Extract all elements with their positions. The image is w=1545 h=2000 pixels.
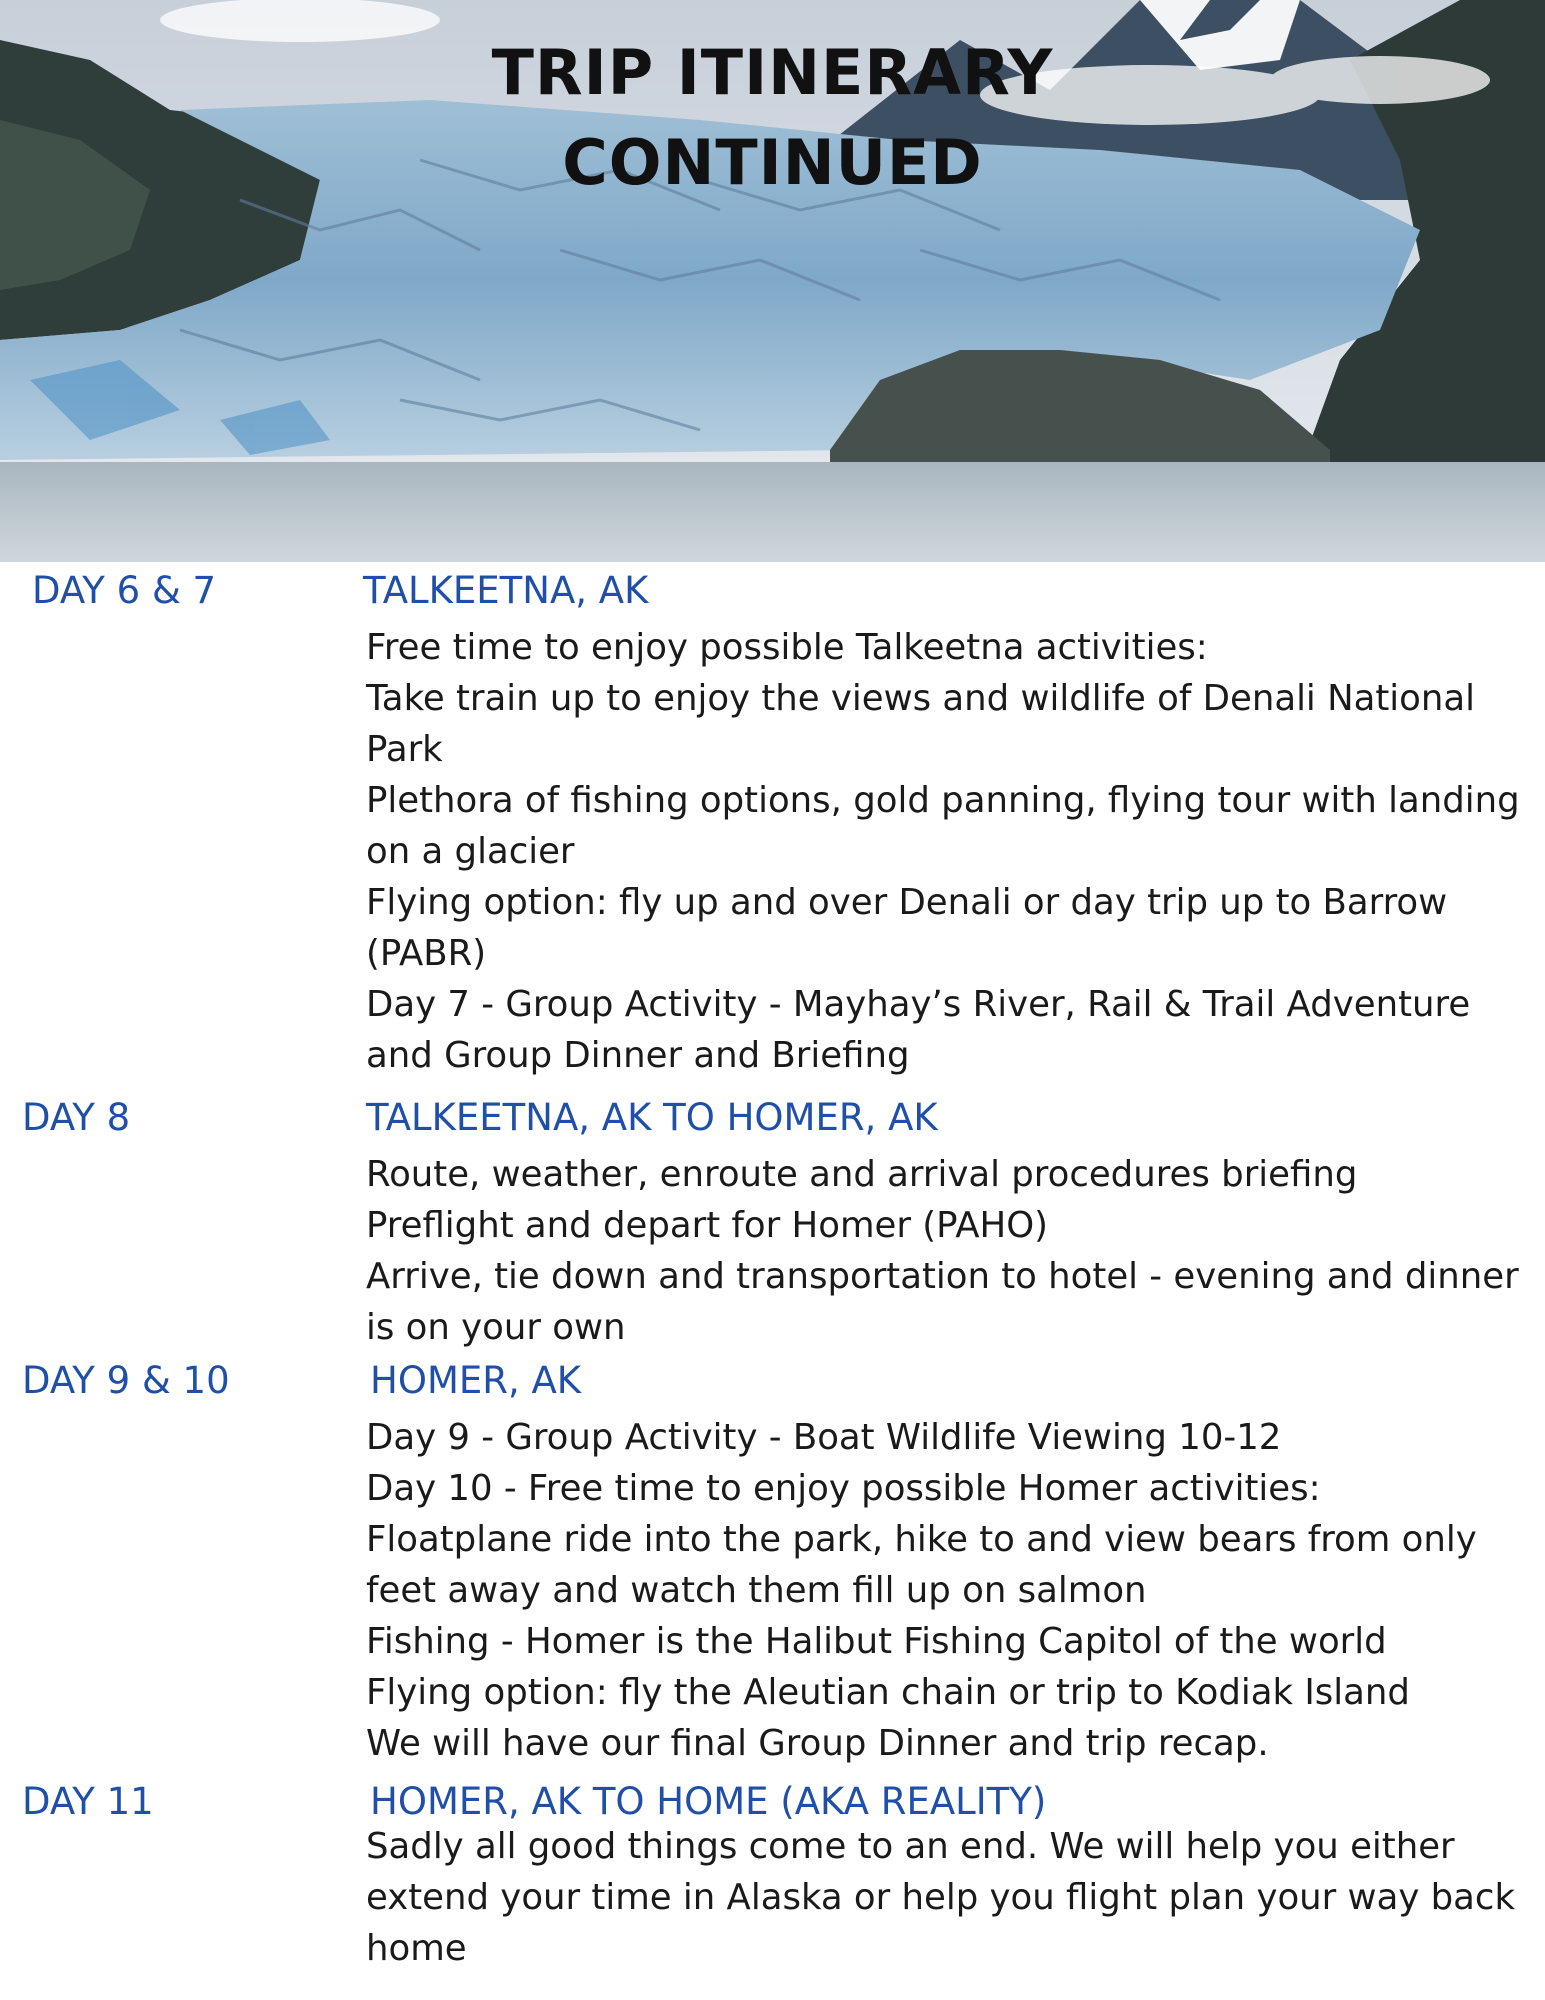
title-line-1: TRIP ITINERARY	[491, 36, 1054, 109]
location-heading: HOMER, AK	[370, 1359, 582, 1402]
description-line: Flying option: fly the Aleutian chain or trip to Kodiak Island	[366, 1672, 1410, 1713]
description-line: Route, weather, enroute and arrival procedures briefing	[366, 1154, 1358, 1195]
description-line: Sadly all good things come to an end. We will help you either extend your time in Alaska or help you flight plan your way back home	[366, 1826, 1516, 1969]
day-description	[366, 1821, 1526, 1974]
description-line: Floatplane ride into the park, hike to and view bears from only feet away and watch them fill up on salmon	[366, 1519, 1477, 1611]
day-label: DAY 9 & 10	[22, 1359, 230, 1402]
description-line: Free time to enjoy possible Talkeetna activities:	[366, 627, 1208, 668]
description-line: Take train up to enjoy the views and wildlife of Denali National Park	[366, 678, 1476, 770]
page-title	[0, 28, 1545, 208]
description-line: Arrive, tie down and transportation to hotel - evening and dinner is on your own	[366, 1256, 1519, 1348]
day-description	[366, 1149, 1526, 1353]
day-label: DAY 8	[22, 1096, 131, 1139]
description-line: Plethora of fishing options, gold panning, flying tour with landing on a glacier	[366, 780, 1520, 872]
description-line: Day 9 - Group Activity - Boat Wildlife Viewing 10-12	[366, 1417, 1282, 1458]
description-line: We will have our final Group Dinner and trip recap.	[366, 1723, 1269, 1764]
description-line: Day 7 - Group Activity - Mayhay’s River, Rail & Trail Adventure and Group Dinner and Briefing	[366, 984, 1471, 1076]
title-line-2: CONTINUED	[562, 126, 983, 199]
location-heading: TALKEETNA, AK	[363, 569, 649, 612]
description-line: Fishing - Homer is the Halibut Fishing Capitol of the world	[366, 1621, 1387, 1662]
location-heading: HOMER, AK TO HOME (AKA REALITY)	[370, 1780, 1047, 1823]
day-label: DAY 6 & 7	[32, 569, 217, 612]
description-line: Flying option: fly up and over Denali or day trip up to Barrow (PABR)	[366, 882, 1448, 974]
location-heading: TALKEETNA, AK TO HOMER, AK	[366, 1096, 938, 1139]
day-description	[366, 622, 1526, 1081]
day-description	[366, 1412, 1526, 1769]
description-line: Day 10 - Free time to enjoy possible Homer activities:	[366, 1468, 1321, 1509]
description-line: Preflight and depart for Homer (PAHO)	[366, 1205, 1049, 1246]
day-label: DAY 11	[22, 1780, 154, 1823]
